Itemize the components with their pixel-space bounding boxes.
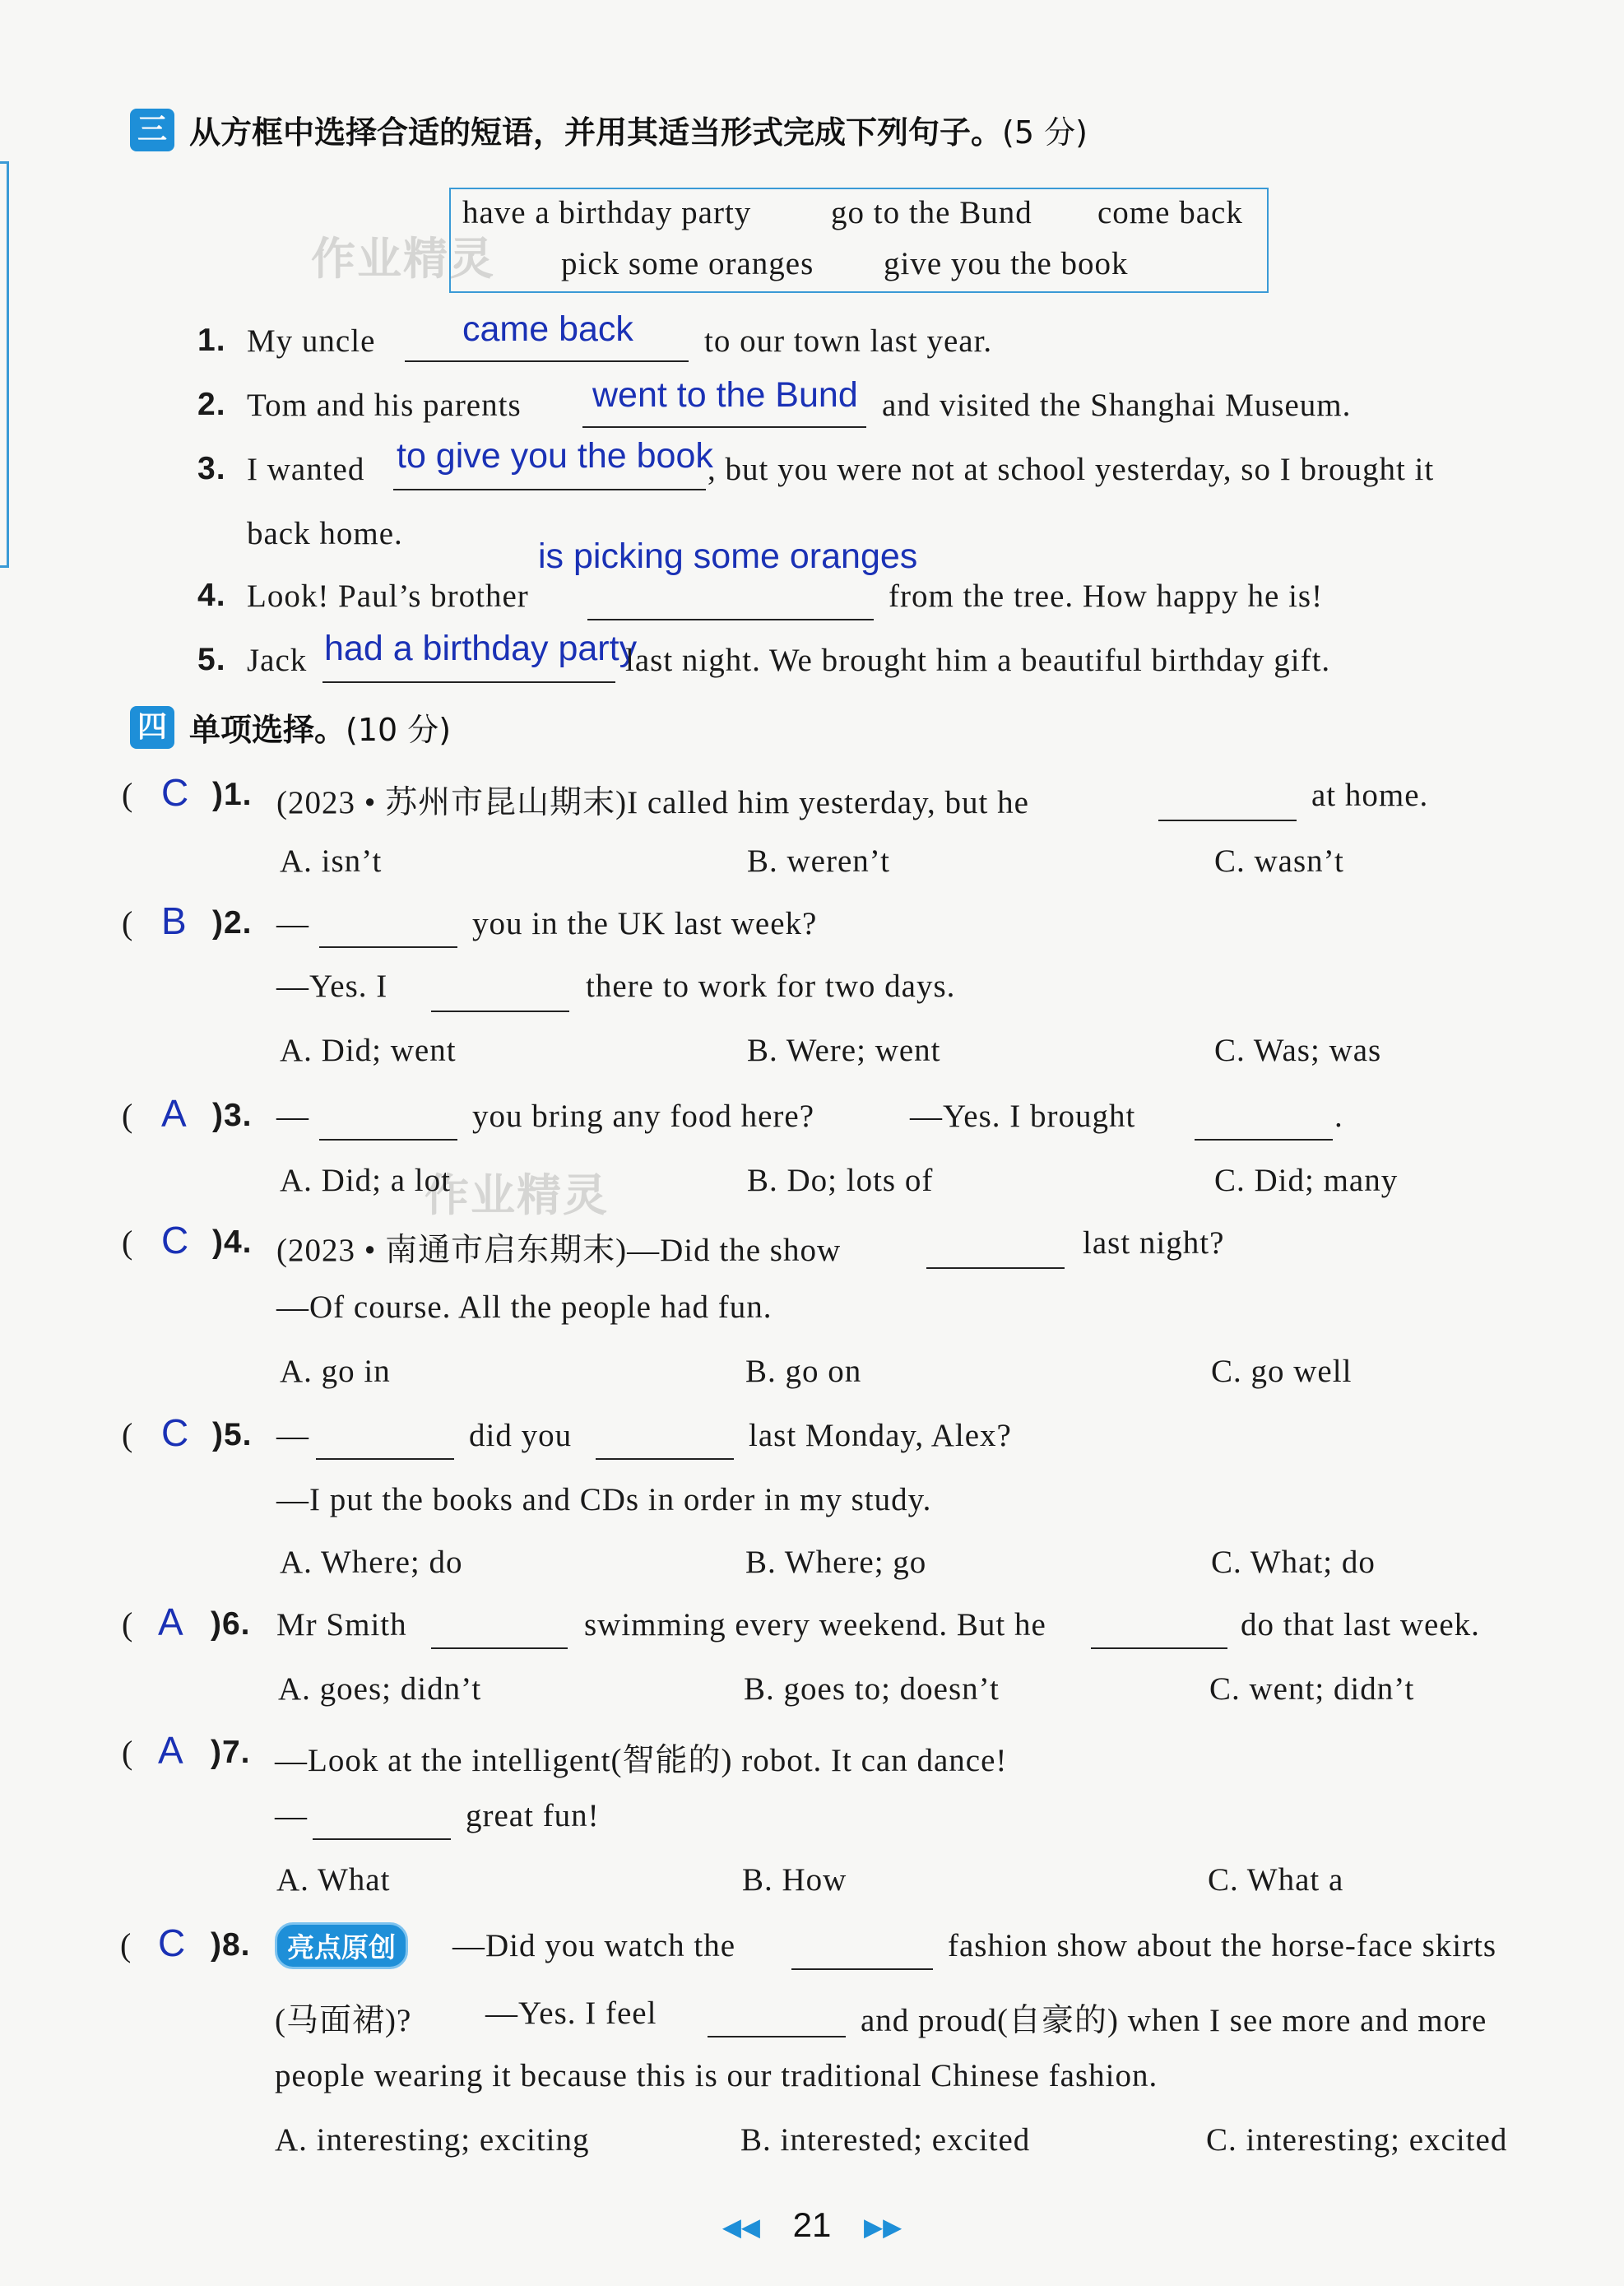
answer-blank [791, 1968, 933, 1970]
answer-paren-open: ( [122, 1605, 133, 1642]
section-4-heading [130, 704, 451, 750]
answer-blank [708, 2036, 846, 2037]
question-number: )1. [212, 777, 253, 812]
question-number: )3. [212, 1098, 253, 1133]
handwritten-answer: went to the Bund [592, 375, 858, 415]
option-a: A. What [276, 1862, 391, 1898]
phrase-item: go to the Bund [831, 195, 1032, 230]
question-text: did you [469, 1418, 573, 1453]
choice-answer: B [161, 899, 187, 942]
option-c: C. Was; was [1214, 1033, 1382, 1068]
phrase-item: come back [1097, 195, 1243, 230]
answer-blank [319, 1139, 457, 1141]
next-arrows-icon: ▶▶ [864, 2214, 902, 2242]
question-text: (2023 • 南通市启东期末)—Did the show [276, 1233, 842, 1268]
question-text: — [276, 906, 309, 941]
choice-answer: A [161, 1092, 187, 1135]
question-text: (马面裙)? [275, 2003, 412, 2038]
answer-blank [926, 1267, 1065, 1269]
question-text: —Yes. I brought [910, 1099, 1136, 1134]
tag-label: 亮点原创 [275, 1922, 408, 1969]
answer-blank [1195, 1139, 1333, 1141]
answer-paren-open: ( [122, 1224, 133, 1261]
answer-paren-open: ( [120, 1926, 132, 1963]
original-highlight-badge [275, 1922, 408, 1969]
question-text: —I put the books and CDs in order in my study. [276, 1482, 932, 1517]
question-text: people wearing it because this is our traditional Chinese fashion. [275, 2058, 1158, 2093]
answer-paren-open: ( [122, 776, 133, 813]
phrase-item: give you the book [884, 246, 1129, 281]
option-c: C. interesting; excited [1206, 2122, 1508, 2158]
question-text: at home. [1311, 778, 1429, 813]
answer-blank [582, 426, 866, 428]
question-text: . [1334, 1099, 1343, 1134]
section-3-title: 从方框中选择合适的短语，并用其适当形式完成下列句子。 [189, 114, 1003, 151]
choice-answer: A [158, 1601, 183, 1643]
option-a: A. Did; went [280, 1033, 457, 1068]
sentence-text: , but you were not at school yesterday, so I brought it [708, 452, 1435, 487]
section-4-score: (10 分) [346, 712, 452, 748]
answer-blank [405, 360, 689, 362]
handwritten-answer: to give you the book [397, 436, 713, 476]
section-3-badge: 三 [130, 109, 174, 151]
choice-answer: A [158, 1729, 183, 1772]
answer-blank [596, 1458, 734, 1460]
option-b: B. Do; lots of [747, 1163, 934, 1198]
item-number: 1. [197, 323, 226, 358]
option-a: A. isn’t [280, 843, 383, 879]
sentence-text: My uncle [247, 323, 376, 359]
answer-blank [587, 619, 874, 620]
question-text: there to work for two days. [586, 969, 956, 1004]
sentence-text: to our town last year. [704, 323, 993, 359]
section-3-heading [130, 107, 1088, 152]
question-text: —Yes. I [276, 969, 388, 1004]
option-b: B. Where; go [745, 1545, 927, 1580]
sentence-text: I wanted [247, 452, 365, 487]
answer-blank [313, 1838, 451, 1840]
option-c: C. go well [1211, 1354, 1353, 1389]
option-b: B. interested; excited [740, 2122, 1031, 2158]
answer-paren-open: ( [122, 1097, 133, 1134]
handwritten-answer: had a birthday party [324, 629, 638, 668]
option-a: A. interesting; exciting [275, 2122, 590, 2158]
answer-blank [1091, 1647, 1227, 1649]
answer-blank [322, 681, 615, 683]
prev-arrows-icon: ◀◀ [722, 2214, 760, 2242]
answer-blank [316, 1458, 454, 1460]
option-c: C. What; do [1211, 1545, 1376, 1580]
question-text: you bring any food here? [472, 1099, 815, 1134]
choice-answer: C [161, 1411, 189, 1454]
choice-answer: C [158, 1921, 186, 1964]
answer-paren-open: ( [122, 904, 133, 941]
section-3-score: (5 分) [1002, 114, 1088, 151]
question-text: —Of course. All the people had fun. [276, 1289, 773, 1325]
choice-answer: C [161, 1219, 189, 1261]
option-a: A. Where; do [280, 1545, 463, 1580]
phrase-item: pick some oranges [561, 246, 814, 281]
item-number: 2. [197, 387, 226, 422]
question-text: great fun! [466, 1798, 600, 1833]
item-number: 4. [197, 578, 226, 613]
option-b: B. weren’t [747, 843, 890, 879]
option-b: B. Were; went [747, 1033, 941, 1068]
question-number: )4. [212, 1224, 253, 1260]
option-c: C. Did; many [1214, 1163, 1399, 1198]
question-number: )2. [212, 905, 253, 941]
answer-blank [393, 489, 706, 490]
question-text: last Monday, Alex? [749, 1418, 1012, 1453]
handwritten-answer: came back [462, 309, 633, 349]
left-margin-frame [0, 161, 9, 568]
option-c: C. What a [1208, 1862, 1344, 1898]
question-number: )8. [211, 1927, 251, 1963]
question-text: and proud(自豪的) when I see more and more [861, 2003, 1487, 2038]
question-text: —Yes. I feel [485, 1996, 657, 2031]
question-text: — [276, 1418, 309, 1453]
option-b: B. How [742, 1862, 847, 1898]
phrase-item: have a birthday party [462, 195, 752, 230]
page-number: 21 [792, 2205, 832, 2244]
item-number: 5. [197, 642, 226, 677]
option-a: A. go in [280, 1354, 391, 1389]
sentence-text: from the tree. How happy he is! [889, 578, 1324, 614]
question-text: you in the UK last week? [472, 906, 818, 941]
item-number: 3. [197, 451, 226, 486]
sentence-text: back home. [247, 516, 403, 551]
question-text: fashion show about the horse-face skirts [948, 1928, 1497, 1963]
question-text: —Look at the intelligent(智能的) robot. It can dance! [275, 1743, 1008, 1778]
option-c: C. wasn’t [1214, 843, 1344, 879]
question-text: do that last week. [1241, 1607, 1480, 1642]
question-text: swimming every weekend. But he [584, 1607, 1046, 1642]
question-text: (2023 • 苏州市昆山期末)I called him yesterday, but he [276, 785, 1029, 820]
question-text: —Did you watch the [452, 1928, 736, 1963]
sentence-text: Look! Paul’s brother [247, 578, 529, 614]
phrase-box [449, 188, 1269, 293]
answer-paren-open: ( [122, 1734, 133, 1771]
answer-paren-open: ( [122, 1416, 133, 1453]
sentence-text: Tom and his parents [247, 388, 522, 423]
section-4-title: 单项选择。 [189, 712, 346, 748]
watermark: 作业精灵 [311, 233, 495, 285]
question-text: — [275, 1798, 308, 1833]
question-text: Mr Smith [276, 1607, 407, 1642]
answer-blank [1158, 820, 1297, 821]
question-number: )6. [211, 1606, 251, 1642]
sentence-text: last night. We brought him a beautiful birthday gift. [625, 643, 1331, 678]
choice-answer: C [161, 771, 189, 814]
answer-blank [431, 1011, 569, 1012]
watermark: 作业精灵 [425, 1169, 609, 1221]
question-number: )5. [212, 1417, 253, 1452]
question-text: — [276, 1099, 309, 1134]
handwritten-answer: is picking some oranges [538, 537, 918, 576]
section-4-badge: 四 [130, 706, 174, 749]
option-b: B. goes to; doesn’t [744, 1671, 1000, 1707]
sentence-text: and visited the Shanghai Museum. [882, 388, 1352, 423]
answer-blank [319, 946, 457, 948]
page-footer [0, 2205, 1624, 2245]
question-text: last night? [1083, 1225, 1225, 1261]
question-number: )7. [211, 1735, 251, 1770]
option-c: C. went; didn’t [1209, 1671, 1415, 1707]
answer-blank [431, 1647, 568, 1649]
option-b: B. go on [745, 1354, 862, 1389]
option-a: A. goes; didn’t [278, 1671, 482, 1707]
option-a: A. Did; a lot [280, 1163, 451, 1198]
sentence-text: Jack [247, 643, 308, 678]
